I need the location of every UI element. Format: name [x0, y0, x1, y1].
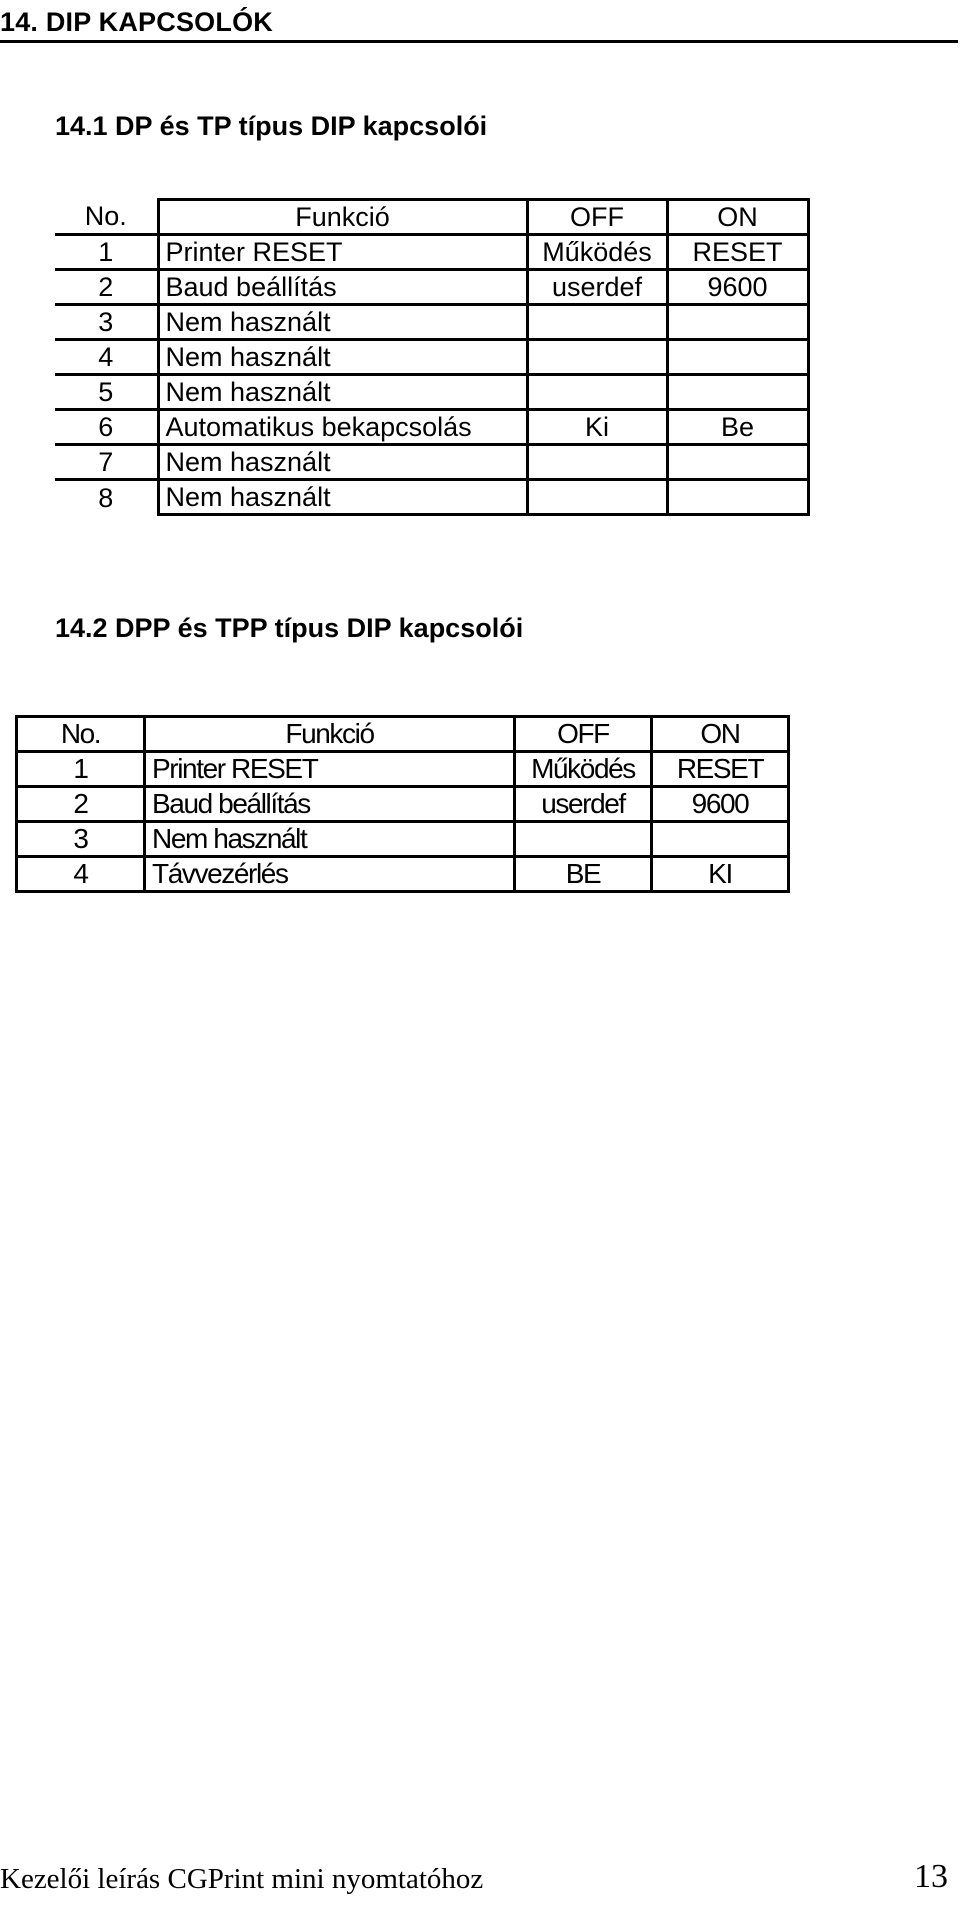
table-row	[17, 857, 789, 892]
footer-page-number: 13	[914, 1858, 948, 1895]
row-funkcio: Printer RESET	[145, 752, 515, 787]
dip-table-dpp-tpp	[15, 715, 790, 893]
header-no: No.	[55, 200, 158, 235]
row-off: Ki	[527, 410, 667, 445]
row-funkcio: Automatikus bekapcsolás	[158, 410, 527, 445]
table-row	[55, 305, 808, 340]
row-funkcio: Nem használt	[158, 480, 527, 515]
table-row	[55, 445, 808, 480]
table-row	[55, 340, 808, 375]
row-funkcio: Nem használt	[145, 822, 515, 857]
row-funkcio: Távvezérlés	[145, 857, 515, 892]
row-off: BE	[515, 857, 652, 892]
footer-document-title: Kezelői leírás CGPrint mini nyomtatóhoz	[0, 1863, 484, 1895]
row-on: RESET	[652, 752, 789, 787]
row-funkcio: Nem használt	[158, 375, 527, 410]
row-funkcio: Nem használt	[158, 305, 527, 340]
table-row	[55, 235, 808, 270]
row-no: 8	[55, 480, 158, 515]
row-no: 3	[17, 822, 145, 857]
table-row	[55, 270, 808, 305]
row-no: 2	[17, 787, 145, 822]
section-heading-dpp-tpp: 14.2 DPP és TPP típus DIP kapcsolói	[55, 613, 524, 643]
row-funkcio: Nem használt	[158, 445, 527, 480]
header-on: ON	[652, 717, 789, 752]
table-header-row	[55, 200, 808, 235]
row-on	[652, 822, 789, 857]
row-funkcio: Nem használt	[158, 340, 527, 375]
row-on	[667, 375, 808, 410]
table-row	[17, 787, 789, 822]
row-funkcio: Baud beállítás	[158, 270, 527, 305]
row-no: 3	[55, 305, 158, 340]
row-on	[667, 305, 808, 340]
table-row	[55, 375, 808, 410]
row-no: 1	[55, 235, 158, 270]
table-row	[55, 480, 808, 515]
row-no: 1	[17, 752, 145, 787]
row-on: RESET	[667, 235, 808, 270]
header-funkcio: Funkció	[158, 200, 527, 235]
table-header-row	[17, 717, 789, 752]
row-on	[667, 445, 808, 480]
table-row	[17, 752, 789, 787]
row-on	[667, 340, 808, 375]
row-off: Működés	[527, 235, 667, 270]
row-off: userdef	[515, 787, 652, 822]
header-off: OFF	[515, 717, 652, 752]
row-off: userdef	[527, 270, 667, 305]
row-no: 2	[55, 270, 158, 305]
header-funkcio: Funkció	[145, 717, 515, 752]
row-no: 6	[55, 410, 158, 445]
chapter-heading: 14. DIP KAPCSOLÓK	[0, 6, 958, 43]
row-no: 4	[55, 340, 158, 375]
row-off	[527, 445, 667, 480]
row-off	[515, 822, 652, 857]
row-off	[527, 305, 667, 340]
row-on: 9600	[652, 787, 789, 822]
row-no: 4	[17, 857, 145, 892]
header-off: OFF	[527, 200, 667, 235]
row-on: KI	[652, 857, 789, 892]
table-row	[17, 822, 789, 857]
row-funkcio: Baud beállítás	[145, 787, 515, 822]
header-on: ON	[667, 200, 808, 235]
table-row	[55, 410, 808, 445]
row-off: Működés	[515, 752, 652, 787]
row-on	[667, 480, 808, 515]
row-no: 5	[55, 375, 158, 410]
row-funkcio: Printer RESET	[158, 235, 527, 270]
row-no: 7	[55, 445, 158, 480]
header-no: No.	[17, 717, 145, 752]
row-on: 9600	[667, 270, 808, 305]
row-off	[527, 340, 667, 375]
row-off	[527, 480, 667, 515]
dip-table-dp-tp	[55, 198, 810, 516]
section-heading-dp-tp: 14.1 DP és TP típus DIP kapcsolói	[55, 111, 488, 141]
row-on: Be	[667, 410, 808, 445]
row-off	[527, 375, 667, 410]
